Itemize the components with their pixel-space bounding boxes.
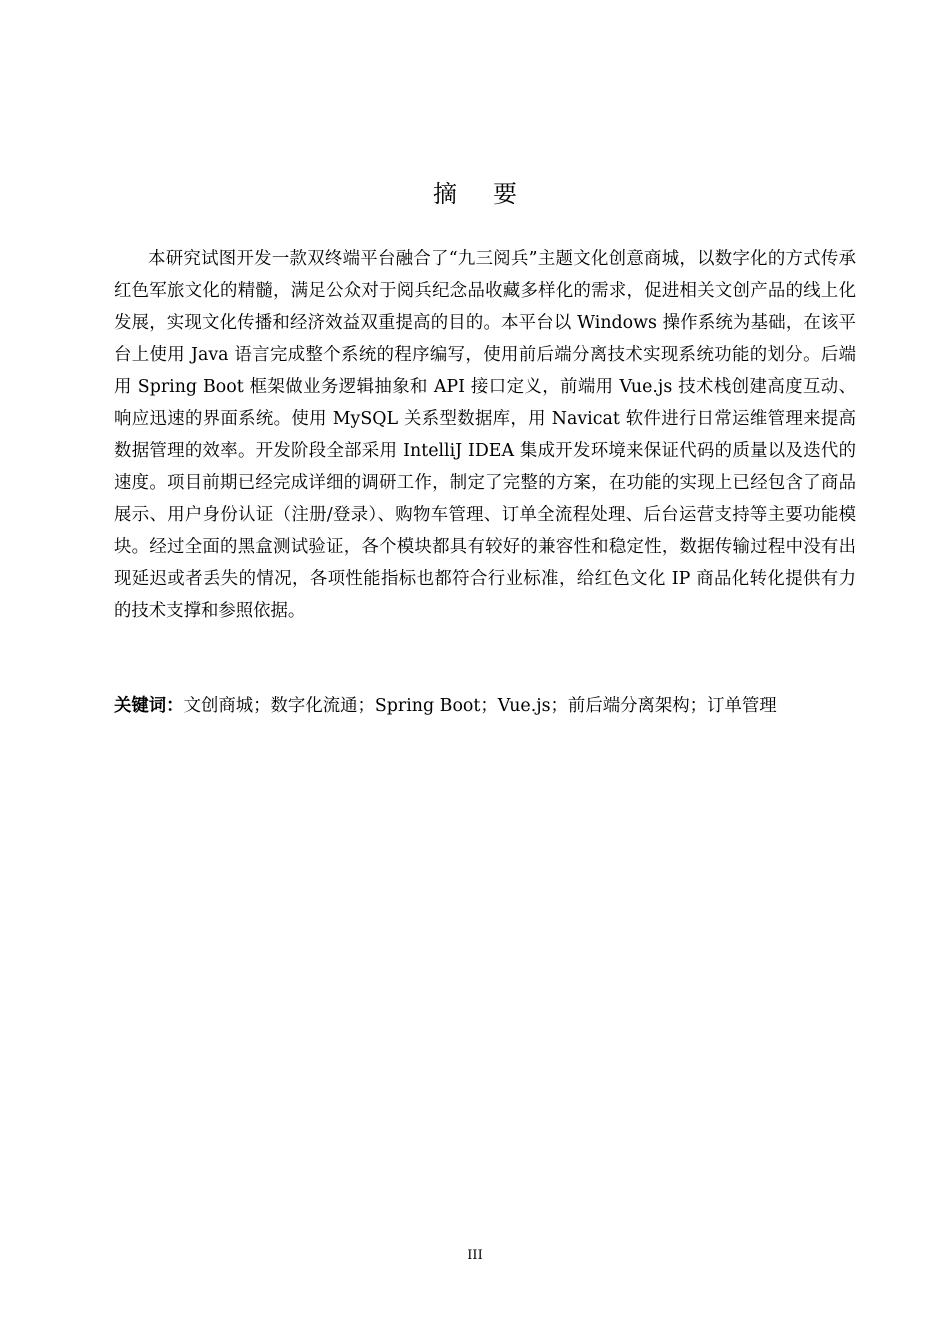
keywords-label: 关键词： (114, 696, 184, 716)
abstract-title: 摘要 (433, 180, 553, 208)
page-number: III (467, 1248, 483, 1263)
keywords-line (114, 690, 856, 722)
abstract-body: 本研究试图开发一款双终端平台融合了“九三阅兵”主题文化创意商城，以数字化的方式传承红色军旅文化的精髓，满足公众对于阅兵纪念品收藏多样化的需求，促进相关文创产品的线上化发展，实现文化传播和经济效益双重提高的目的。本平台以 Windows 操作系统为基础，在该平台上使用 Java 语言完成整个系统的程序编写，使用前后端分离技术实现系统功能的划分。后端用 Spring Boot 框架做业务逻辑抽象和 API 接口定义，前端用 Vue.js 技术栈创建高度互动、响应迅速的界面系统。使用 MySQL 关系型数据库，用 Navicat 软件进行日常运维管理来提高数据管理的效率。开发阶段全部采用 IntelliJ IDEA 集成开发环境来保证代码的质量以及迭代的速度。项目前期已经完成详细的调研工作，制定了完整的方案，在功能的实现上已经包含了商品展示、用户身份认证（注册/登录）、购物车管理、订单全流程处理、后台运营支持等主要功能模块。经过全面的黑盒测试验证，各个模块都具有较好的兼容性和稳定性，数据传输过程中没有出现延迟或者丢失的情况，各项性能指标也都符合行业标准，给红色文化 IP 商品化转化提供有力的技术支撑和参照依据。 (114, 249, 856, 621)
keywords-text: 文创商城；数字化流通；Spring Boot；Vue.js；前后端分离架构；订单管理 (183, 696, 777, 716)
